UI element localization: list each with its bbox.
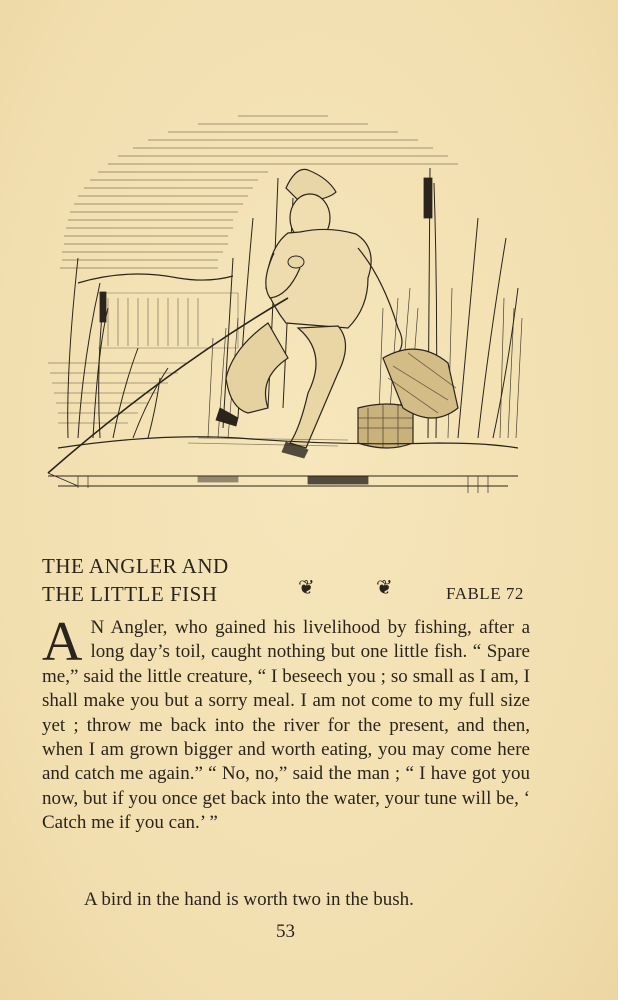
fable-moral: A bird in the hand is worth two in the bush.	[84, 889, 414, 910]
body-line: man ; “ I have got you now, but if you once get back	[42, 763, 530, 809]
body-line: into the water, your tune will be, ‘ Catch me if you	[42, 787, 530, 834]
leaf-ornament-icon: ❦	[376, 577, 393, 599]
fable-body	[42, 611, 531, 836]
body-line: come here and catch me again.” “ No, no,” said the	[42, 739, 530, 785]
title-line-2: THE LITTLE FISH	[42, 582, 218, 606]
body-line: beseech you ; so small as I am, I shall make you but	[42, 665, 531, 712]
angler-illustration	[38, 108, 528, 508]
fable-number: FABLE 72	[446, 584, 524, 603]
title-line-1: THE ANGLER AND	[42, 554, 229, 578]
drop-cap: A	[42, 611, 83, 673]
page-number: 53	[276, 921, 295, 942]
body-line: N Angler, who gained his livelihood by fishing,	[90, 617, 480, 638]
leaf-ornament-icon: ❦	[298, 577, 315, 599]
body-line: can.’ ”	[168, 812, 218, 834]
body-line: after a long day’s toil, caught nothing but one	[90, 617, 530, 663]
body-line: throw me back into the river for the present, and then,	[86, 714, 530, 736]
body-line: a sorry meal. I am not come to my full size yet ;	[42, 690, 530, 736]
body-line: little fish. “ Spare me,” said the little creature, “ I	[42, 641, 530, 687]
body-line: when I am grown bigger and worth eating, you may	[42, 739, 451, 761]
fable-title	[42, 552, 229, 608]
